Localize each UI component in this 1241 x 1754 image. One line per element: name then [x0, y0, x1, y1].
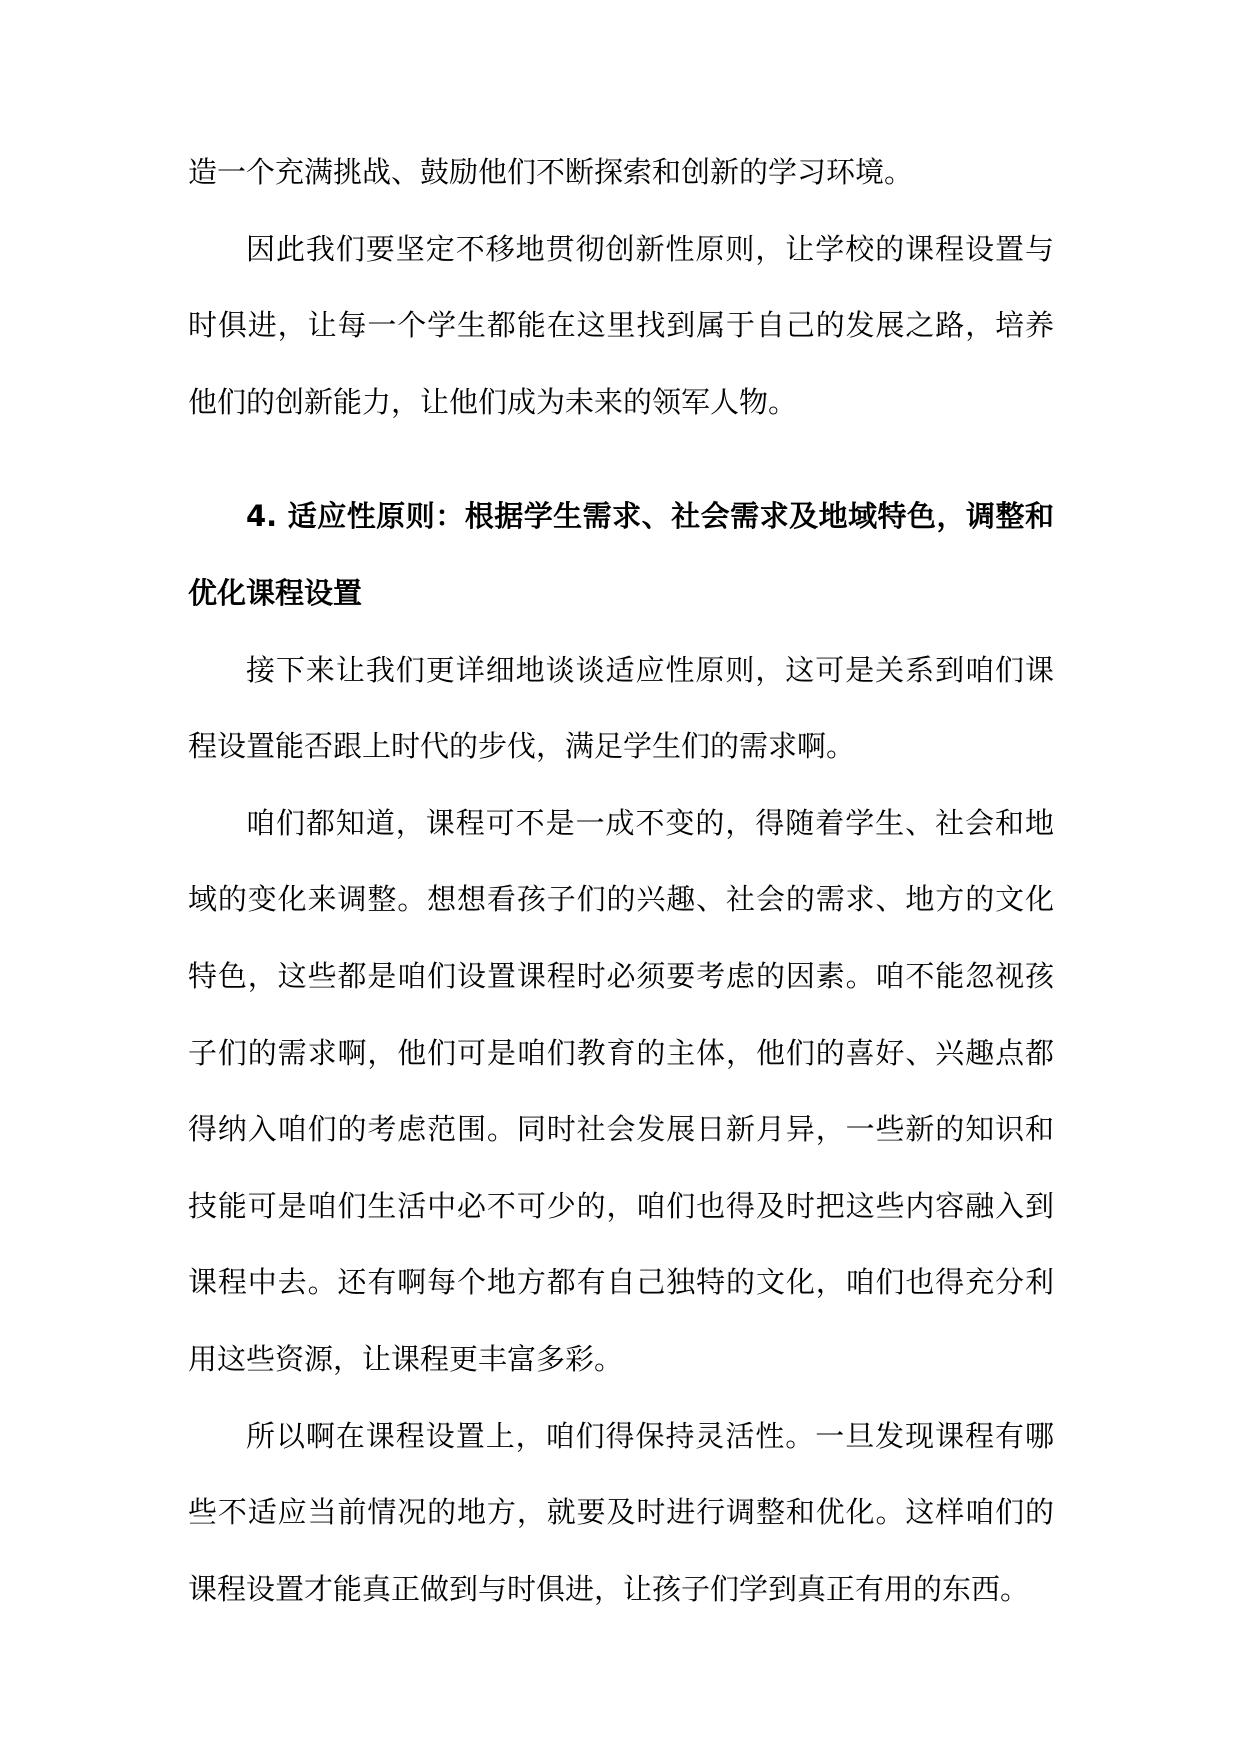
paragraph-continuation: 造一个充满挑战、鼓励他们不断探索和创新的学习环境。 — [188, 155, 914, 189]
paragraph-adaptability-conclusion: 所以啊在课程设置上，咱们得保持灵活性。一旦发现课程有哪些不适应当前情况的地方，就要及时进行调整和优化。这样咱们的课程设置才能真正做到与时俱进，让孩子们学到真正有用的东西。 — [188, 1418, 1054, 1606]
paragraph-adaptability-intro: 接下来让我们更详细地谈谈适应性原则，这可是关系到咱们课程设置能否跟上时代的步伐，满足学生们的需求啊。 — [188, 652, 1054, 764]
paragraph-innovation-conclusion: 因此我们要坚定不移地贯彻创新性原则，让学校的课程设置与时俱进，让每一个学生都能在这里找到属于自己的发展之路，培养他们的创新能力，让他们成为未来的领军人物。 — [188, 231, 1054, 419]
paragraph-adaptability-factors: 咱们都知道，课程可不是一成不变的，得随着学生、社会和地域的变化来调整。想想看孩子们的兴趣、社会的需求、地方的文化特色，这些都是咱们设置课程时必须要考虑的因素。咱不能忽视孩子们的需求啊，他们可是咱们教育的主体，他们的喜好、兴趣点都得纳入咱们的考虑范围。同时社会发展日新月异，一些新的知识和技能可是咱们生活中必不可少的，咱们也得及时把这些内容融入到课程中去。还有啊每个地方都有自己独特的文化，咱们也得充分利用这些资源，让课程更丰富多彩。 — [188, 805, 1054, 1376]
section-heading-adaptability: 4. 适应性原则：根据学生需求、社会需求及地域特色，调整和优化课程设置 — [188, 499, 1054, 610]
document-body — [188, 134, 1054, 1627]
